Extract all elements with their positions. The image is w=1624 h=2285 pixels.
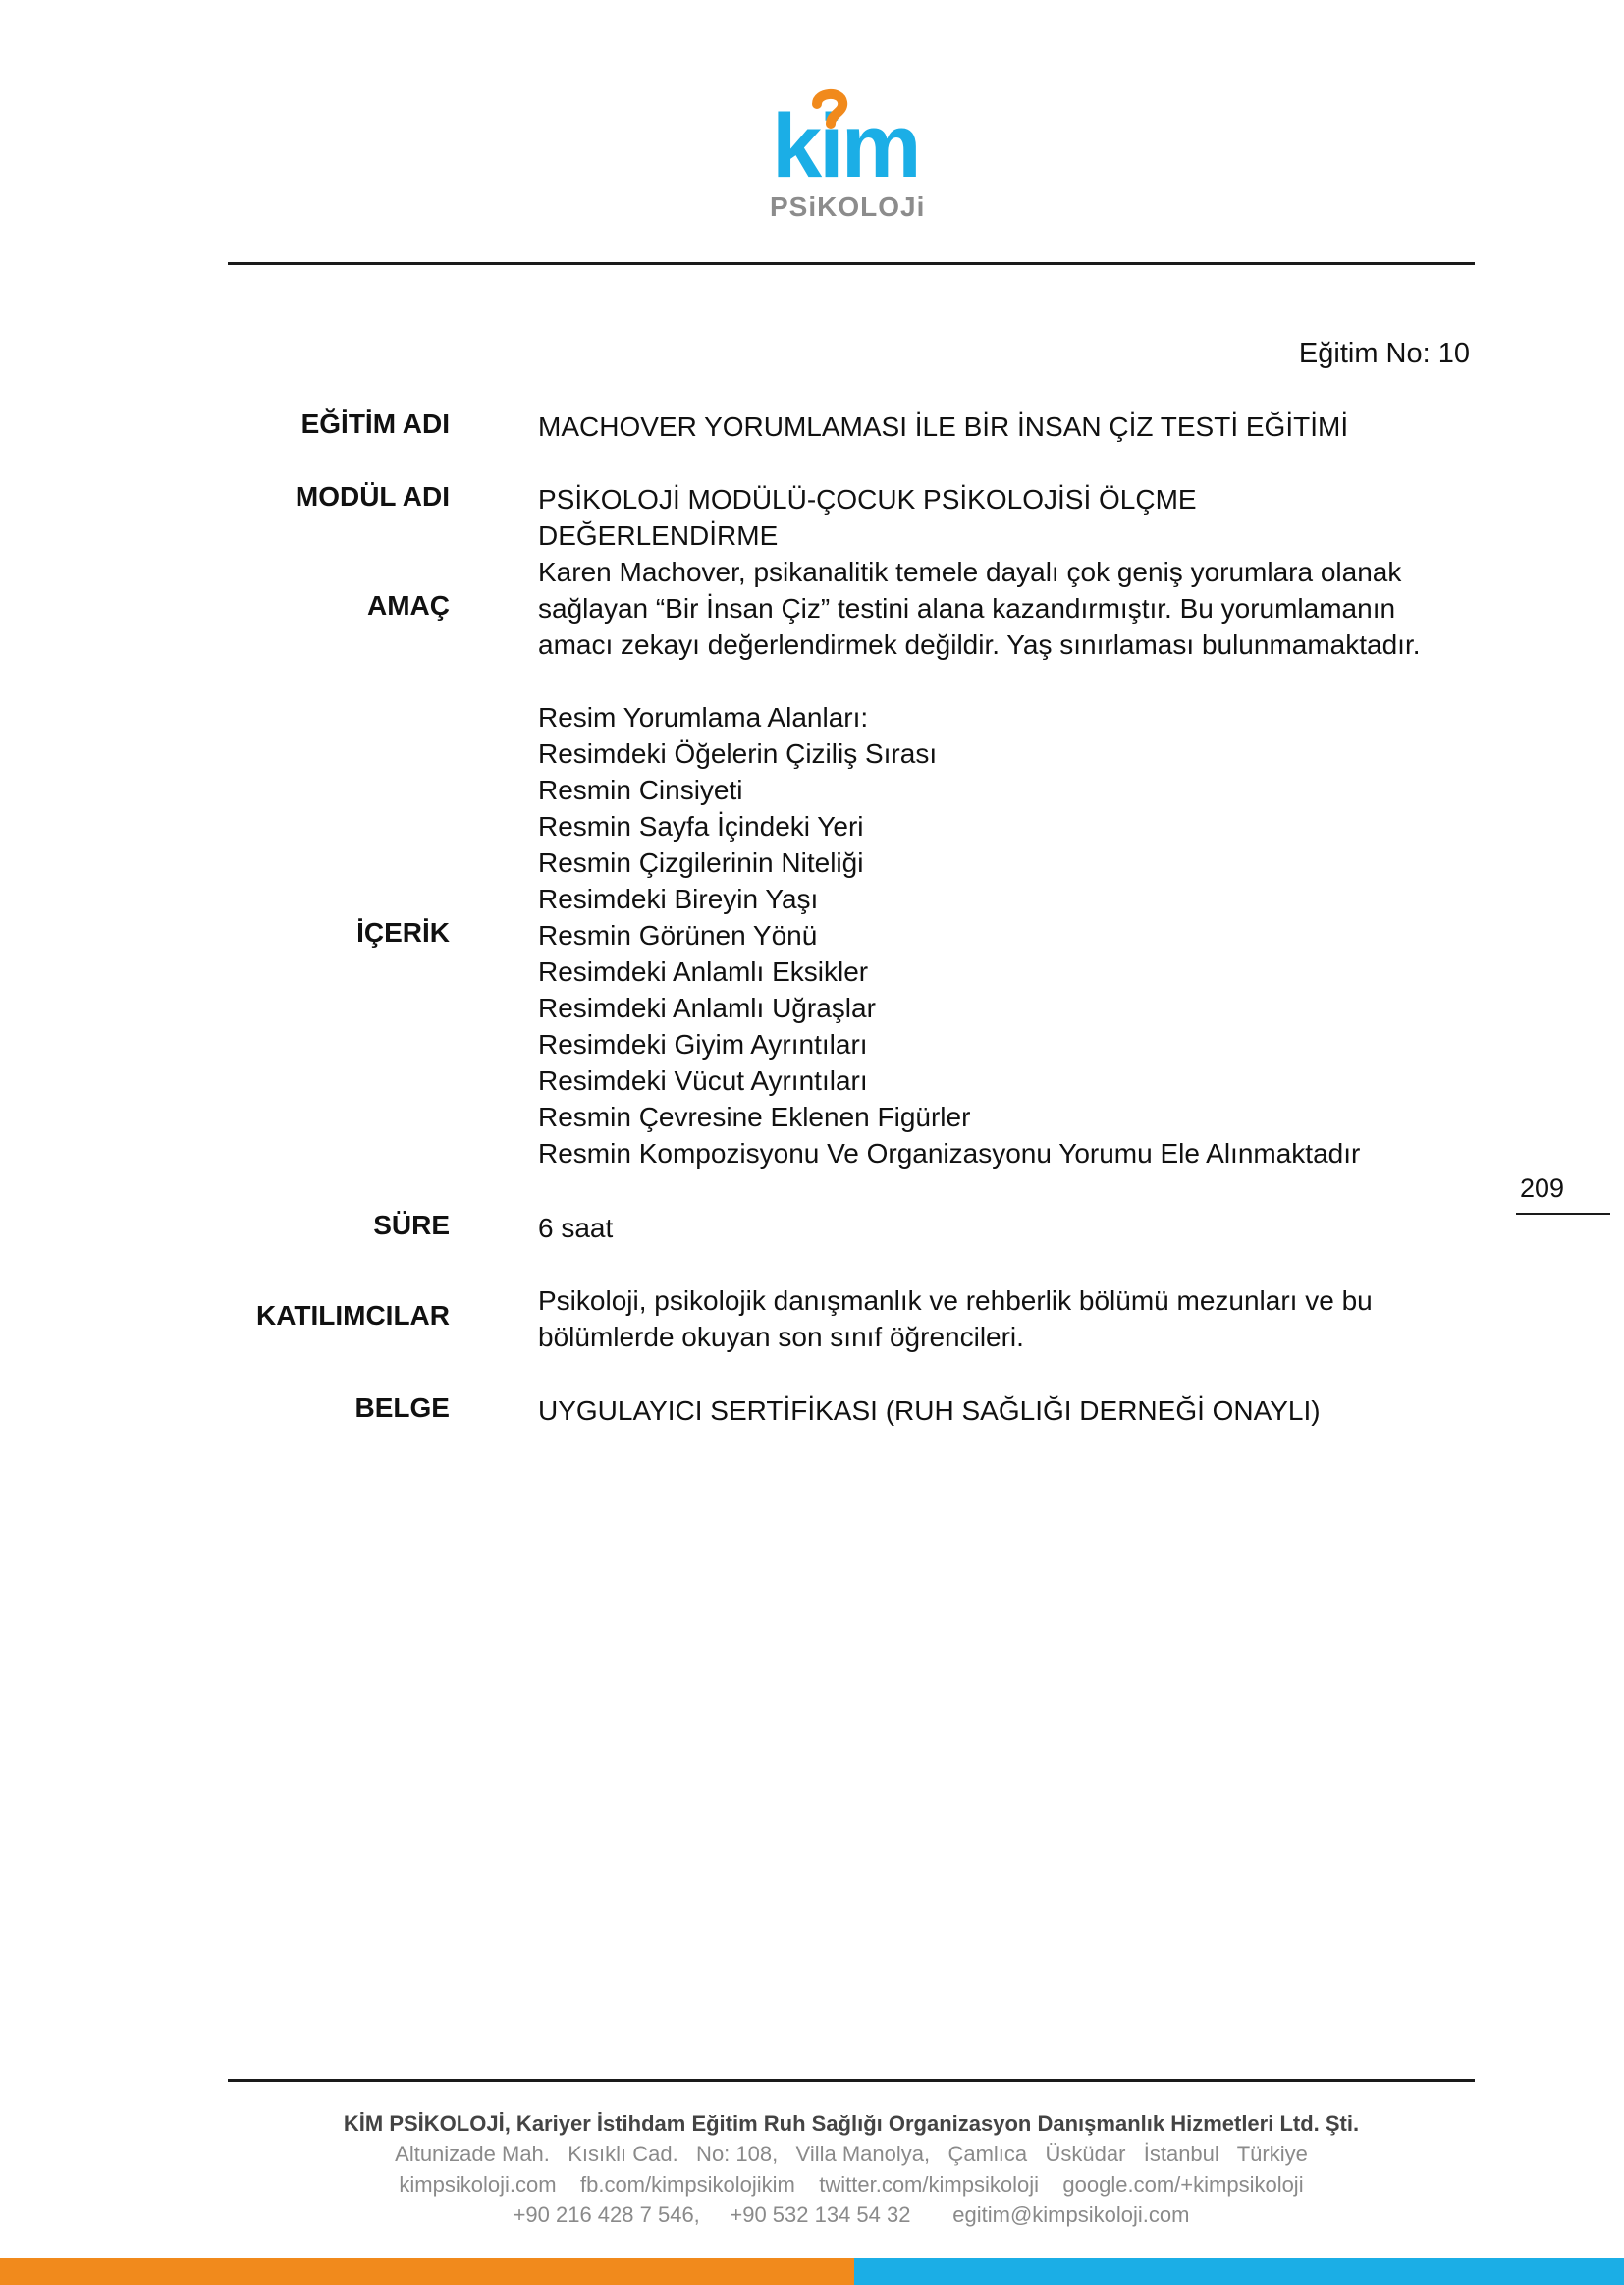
label-egitim-adi: EĞİTİM ADI — [300, 408, 450, 439]
amac-line: sağlayan “Bir İnsan Çiz” testini alana kazandırmıştır. Bu yorumlamanın — [538, 593, 1396, 624]
value-modul-adi: PSİKOLOJİ MODÜLÜ-ÇOCUK PSİKOLOJİSİ ÖLÇME DEĞERLENDİRME — [538, 484, 1197, 551]
label-amac: AMAÇ — [367, 590, 450, 621]
icerik-line: Resmin Kompozisyonu Ve Organizasyonu Yorumu Ele Alınmaktadır — [538, 1138, 1361, 1169]
label-katilimcilar: KATILIMCILAR — [256, 1300, 450, 1331]
icerik-line: Resimdeki Bireyin Yaşı — [538, 884, 819, 914]
label-sure: SÜRE — [373, 1210, 450, 1240]
katilimcilar-line: Psikoloji, psikolojik danışmanlık ve rehberlik bölümü mezunları ve bu — [538, 1285, 1373, 1316]
icerik-line: Resmin Sayfa İçindeki Yeri — [538, 811, 864, 842]
value-icerik — [538, 699, 1441, 1171]
footer-divider — [228, 2079, 1475, 2082]
footer-bar-blue — [854, 2258, 1624, 2285]
value-egitim-adi: MACHOVER YORUMLAMASI İLE BİR İNSAN ÇİZ TESTİ EĞİTİMİ — [538, 411, 1349, 442]
icerik-line: Resim Yorumlama Alanları: — [538, 702, 869, 733]
label-modul-adi: MODÜL ADI — [295, 481, 450, 512]
katilimcilar-line: bölümlerde okuyan son sınıf öğrencileri. — [538, 1322, 1024, 1352]
page-number: 209 — [1520, 1173, 1565, 1203]
value-sure: 6 saat — [538, 1213, 614, 1243]
footer-company-rest: Kariyer İstihdam Eğitim Ruh Sağlığı Organizasyon Danışmanlık Hizmetleri Ltd. Şti. — [510, 2111, 1360, 2136]
label-belge: BELGE — [354, 1392, 450, 1423]
icerik-line: Resmin Görünen Yönü — [538, 920, 818, 951]
icerik-line: Resimdeki Vücut Ayrıntıları — [538, 1065, 868, 1096]
footer-company-line — [228, 2111, 1475, 2137]
footer-web-links: kimpsikoloji.com fb.com/kimpsikolojikim twitter.com/kimpsikoloji google.com/+kimpsikoloji — [399, 2172, 1304, 2197]
label-icerik: İÇERİK — [356, 917, 450, 948]
footer-contact: +90 216 428 7 546, +90 532 134 54 32 egitim@kimpsikoloji.com — [513, 2203, 1190, 2227]
amac-line: Karen Machover, psikanalitik temele dayalı çok geniş yorumlara olanak — [538, 557, 1402, 587]
icerik-line: Resmin Çizgilerinin Niteliği — [538, 847, 864, 878]
footer-address: Altunizade Mah. Kısıklı Cad. No: 108, Villa Manolya, Çamlıca Üsküdar İstanbul Türkiye — [395, 2142, 1308, 2166]
footer-bar-orange — [0, 2258, 854, 2285]
icerik-line: Resimdeki Giyim Ayrıntıları — [538, 1029, 868, 1060]
icerik-line: Resmin Cinsiyeti — [538, 775, 743, 805]
amac-line: amacı zekayı değerlendirmek değildir. Yaş sınırlaması bulunmamaktadır. — [538, 629, 1421, 660]
training-number: Eğitim No: 10 — [1298, 338, 1470, 369]
header-divider — [228, 262, 1475, 265]
page-number-underline — [1516, 1213, 1610, 1215]
icerik-line: Resimdeki Anlamlı Uğraşlar — [538, 993, 876, 1023]
icerik-line: Resimdeki Anlamlı Eksikler — [538, 956, 869, 987]
value-belge: UYGULAYICI SERTİFİKASI (RUH SAĞLIĞI DERNEĞİ ONAYLI) — [538, 1395, 1321, 1426]
value-katilimcilar — [538, 1282, 1441, 1355]
logo-main-text: kim — [772, 96, 919, 196]
icerik-line: Resimdeki Öğelerin Çiziliş Sırası — [538, 738, 938, 769]
value-amac — [538, 554, 1441, 663]
icerik-line: Resmin Çevresine Eklenen Figürler — [538, 1102, 971, 1132]
footer-company-name: KİM PSİKOLOJİ, — [343, 2111, 511, 2136]
kim-psikoloji-logo — [770, 86, 937, 224]
logo-sub-text: PSiKOLOJi — [770, 191, 926, 222]
